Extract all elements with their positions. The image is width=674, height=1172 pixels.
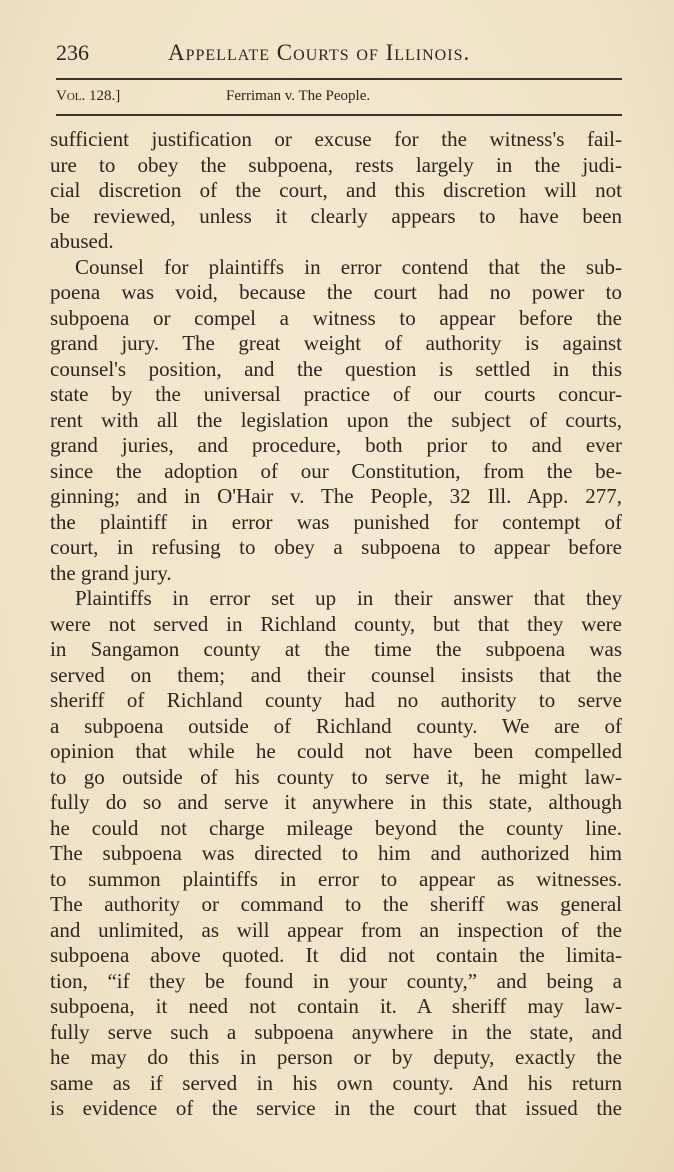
text-line: The authority or command to the sheriff was general xyxy=(50,892,622,916)
text-line: The subpoena was directed to him and authorized him xyxy=(50,841,622,865)
page-number: 236 xyxy=(56,40,89,65)
text-line: sufficient justification or excuse for the witness's fail- xyxy=(50,127,622,151)
text-line: to go outside of his county to serve it, he might law- xyxy=(50,764,622,789)
text-line: sheriff of Richland county had no authority to serve xyxy=(50,688,622,712)
text-line: grand jury. The great weight of authority is against xyxy=(50,331,622,355)
text-line: and unlimited, as will appear from an inspection of the xyxy=(50,917,622,942)
text-line: cial discretion of the court, and this discretion will not xyxy=(50,178,622,202)
running-title: Appellate Courts of Illinois. xyxy=(168,40,471,65)
running-header xyxy=(56,40,626,74)
case-name: Ferriman v. The People. xyxy=(226,88,371,104)
body-text xyxy=(50,127,622,1122)
text-line: state by the universal practice of our courts concur- xyxy=(50,382,622,406)
text-line: subpoena or compel a witness to appear before the xyxy=(50,305,622,330)
text-line: the grand jury. xyxy=(50,560,172,585)
volume-label: Vol. 128.] xyxy=(56,88,121,104)
text-line: counsel's position, and the question is settled in this xyxy=(50,356,622,381)
text-line: Counsel for plaintiffs in error contend that the sub- xyxy=(75,254,622,279)
text-line: served on them; and their counsel insists that the xyxy=(50,662,622,687)
text-line: the plaintiff in error was punished for contempt of xyxy=(50,509,622,534)
text-line: grand juries, and procedure, both prior to and ever xyxy=(50,433,622,457)
text-line: rent with all the legislation upon the subject of courts, xyxy=(50,407,622,432)
text-line: same as if served in his own county. And his return xyxy=(50,1070,622,1095)
text-line: he could not charge mileage beyond the county line. xyxy=(50,815,622,840)
text-line: be reviewed, unless it clearly appears to have been xyxy=(50,203,622,228)
text-line: ginning; and in O'Hair v. The People, 32 Ill. App. 277, xyxy=(50,484,622,508)
header-rule xyxy=(56,78,622,80)
text-line: to summon plaintiffs in error to appear as witnesses. xyxy=(50,866,622,891)
text-line: were not served in Richland county, but that they were xyxy=(50,611,622,636)
text-line: court, in refusing to obey a subpoena to appear before xyxy=(50,535,622,559)
text-line: tion, “if they be found in your county,” and being a xyxy=(50,968,622,993)
text-line: opinion that while he could not have been compelled xyxy=(50,739,622,763)
text-line: Plaintiffs in error set up in their answer that they xyxy=(75,586,622,610)
subheader-rule xyxy=(56,114,622,116)
text-line: poena was void, because the court had no power to xyxy=(50,280,622,304)
text-line: he may do this in person or by deputy, exactly the xyxy=(50,1045,622,1069)
text-line: subpoena, it need not contain it. A sheriff may law- xyxy=(50,994,622,1018)
text-line: since the adoption of our Constitution, from the be- xyxy=(50,458,622,483)
text-line: a subpoena outside of Richland county. We are of xyxy=(50,713,622,738)
text-line: ure to obey the subpoena, rests largely in the judi- xyxy=(50,152,622,177)
text-line: fully serve such a subpoena anywhere in the state, and xyxy=(50,1019,622,1044)
text-line: is evidence of the service in the court that issued the xyxy=(50,1096,622,1120)
text-line: in Sangamon county at the time the subpoena was xyxy=(50,637,622,661)
text-line: subpoena above quoted. It did not contain the limita- xyxy=(50,943,622,967)
text-line: abused. xyxy=(50,229,114,253)
text-line: fully do so and serve it anywhere in this state, although xyxy=(50,790,622,814)
